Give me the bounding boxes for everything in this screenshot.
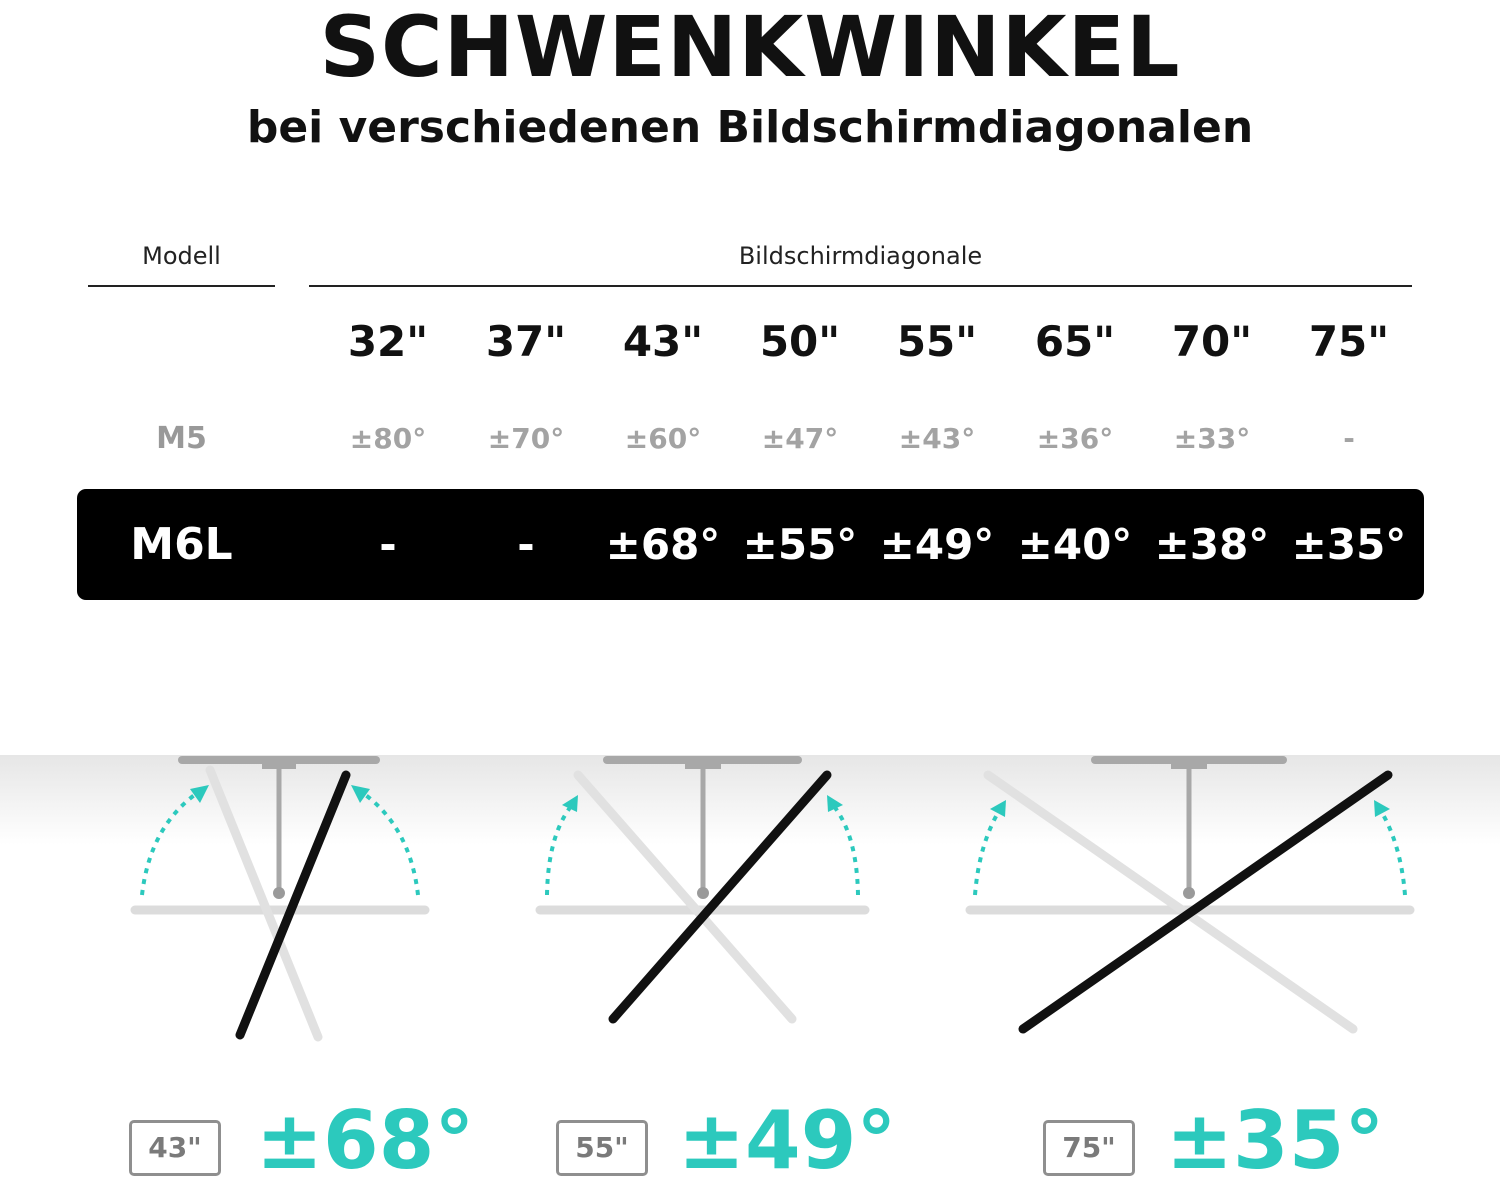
mount-pivot xyxy=(1183,887,1195,899)
rotation-arrow-right xyxy=(1381,811,1405,895)
table-cell: ±55° xyxy=(742,520,858,569)
size-badge: 55" xyxy=(556,1120,648,1176)
diagonal-column-header: Bildschirmdiagonale xyxy=(738,242,983,270)
swivel-diagram-75 xyxy=(955,745,1425,1055)
table-cell: ±68° xyxy=(605,520,721,569)
swivel-angle-value: ±68° xyxy=(256,1094,475,1187)
page-title: SCHWENKWINKEL xyxy=(319,0,1181,96)
size-header-cell: 55" xyxy=(896,317,978,366)
tv-position-rotated xyxy=(613,775,827,1019)
table-cell: ±35° xyxy=(1291,520,1407,569)
rotation-arrow-right xyxy=(833,805,858,895)
table-cell: ±60° xyxy=(624,422,702,455)
table-cell: ±49° xyxy=(879,520,995,569)
swivel-diagram-55 xyxy=(530,745,875,1055)
arrow-head-icon xyxy=(351,785,370,803)
table-cell: - xyxy=(517,520,535,569)
size-header-cell: 70" xyxy=(1171,317,1253,366)
rotation-arrow-left xyxy=(547,805,572,895)
model-column-header: Modell xyxy=(142,242,221,270)
table-cell: ±38° xyxy=(1154,520,1270,569)
table-cell: ±70° xyxy=(487,422,565,455)
row-model-label: M6L xyxy=(130,519,233,570)
table-cell: ±43° xyxy=(898,422,976,455)
size-header-row xyxy=(0,312,1500,372)
diagonal-header-divider xyxy=(309,285,1412,287)
tv-position-rotated xyxy=(240,775,346,1035)
swivel-angle-value: ±49° xyxy=(678,1094,897,1187)
arrow-head-icon xyxy=(1374,800,1390,817)
row-model-label: M5 xyxy=(156,421,207,456)
size-header-cell: 75" xyxy=(1308,317,1390,366)
size-header-cell: 43" xyxy=(622,317,704,366)
table-cell: ±40° xyxy=(1017,520,1133,569)
table-row-m6l-highlighted xyxy=(77,489,1424,600)
swivel-diagram-43 xyxy=(120,745,440,1055)
size-header-cell: 65" xyxy=(1034,317,1116,366)
rotation-arrow-left xyxy=(975,811,999,895)
table-cell: ±47° xyxy=(761,422,839,455)
size-badge: 43" xyxy=(129,1120,221,1176)
tv-position-ghost xyxy=(578,775,792,1019)
size-header-cell: 32" xyxy=(347,317,429,366)
size-header-cell: 50" xyxy=(759,317,841,366)
table-cell: ±33° xyxy=(1173,422,1251,455)
tv-position-ghost xyxy=(988,775,1353,1029)
table-cell: - xyxy=(1343,422,1355,455)
rotation-arrow-left xyxy=(142,791,200,895)
mount-pivot xyxy=(273,887,285,899)
swivel-angle-value: ±35° xyxy=(1166,1094,1385,1187)
size-header-cell: 37" xyxy=(485,317,567,366)
tv-position-ghost xyxy=(210,770,318,1037)
table-cell: - xyxy=(379,520,397,569)
table-row-m5 xyxy=(0,416,1500,462)
tv-position-rotated xyxy=(1023,775,1388,1029)
arrow-head-icon xyxy=(990,800,1006,817)
page-subtitle: bei verschiedenen Bildschirmdiagonalen xyxy=(246,102,1254,153)
model-header-divider xyxy=(88,285,275,287)
table-cell: ±36° xyxy=(1036,422,1114,455)
table-cell: ±80° xyxy=(349,422,427,455)
size-badge: 75" xyxy=(1043,1120,1135,1176)
rotation-arrow-right xyxy=(360,791,418,895)
arrow-head-icon xyxy=(190,785,209,803)
mount-pivot xyxy=(697,887,709,899)
